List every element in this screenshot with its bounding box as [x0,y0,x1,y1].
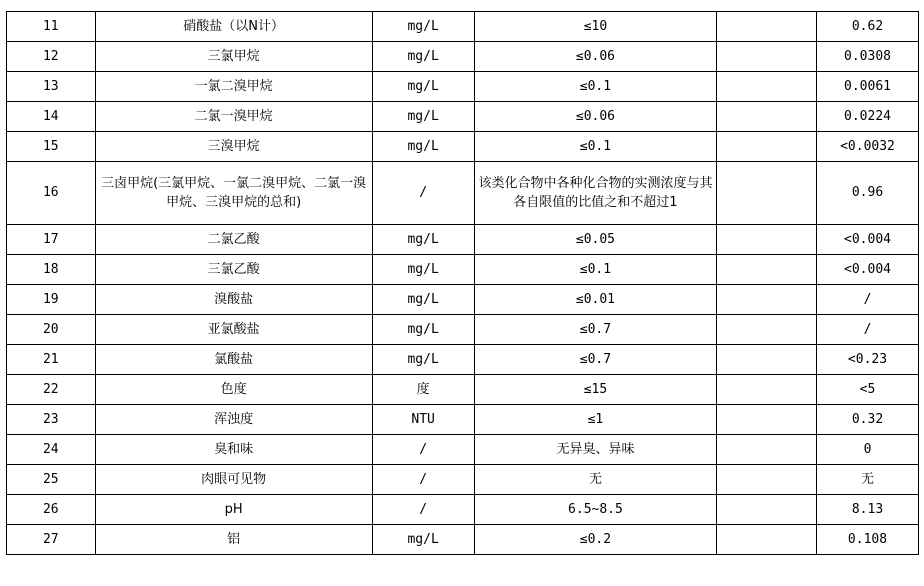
table-row [7,345,919,375]
table-row [7,405,919,435]
cell-number: 21 [7,345,96,375]
cell-unit: mg/L [372,345,474,375]
cell-unit: mg/L [372,132,474,162]
cell-limit: ≤10 [474,12,717,42]
cell-unit: / [372,495,474,525]
cell-result: 0.96 [817,162,919,225]
cell-result: 0.0224 [817,102,919,132]
cell-item: 二氯一溴甲烷 [95,102,372,132]
cell-limit: 该类化合物中各种化合物的实测浓度与其各自限值的比值之和不超过1 [474,162,717,225]
table-row [7,315,919,345]
cell-result: <0.004 [817,255,919,285]
cell-blank [717,225,817,255]
cell-limit: 无 [474,465,717,495]
table-row [7,132,919,162]
cell-number: 14 [7,102,96,132]
cell-item: 臭和味 [95,435,372,465]
cell-item: pH [95,495,372,525]
cell-item: 肉眼可见物 [95,465,372,495]
cell-result: <5 [817,375,919,405]
cell-blank [717,465,817,495]
cell-number: 22 [7,375,96,405]
cell-blank [717,102,817,132]
cell-unit: mg/L [372,525,474,555]
cell-item: 二氯乙酸 [95,225,372,255]
cell-number: 15 [7,132,96,162]
cell-item: 铝 [95,525,372,555]
cell-item: 浑浊度 [95,405,372,435]
cell-number: 11 [7,12,96,42]
cell-limit: ≤0.01 [474,285,717,315]
cell-number: 12 [7,42,96,72]
cell-item: 三氯甲烷 [95,42,372,72]
cell-unit: mg/L [372,255,474,285]
cell-item: 亚氯酸盐 [95,315,372,345]
cell-unit: mg/L [372,72,474,102]
cell-number: 23 [7,405,96,435]
table-row [7,495,919,525]
table-row [7,285,919,315]
cell-limit: ≤0.06 [474,102,717,132]
cell-unit: / [372,435,474,465]
cell-number: 20 [7,315,96,345]
cell-unit: mg/L [372,12,474,42]
table-row [7,375,919,405]
cell-blank [717,162,817,225]
cell-number: 18 [7,255,96,285]
cell-blank [717,42,817,72]
cell-limit: ≤0.1 [474,255,717,285]
cell-result: / [817,285,919,315]
cell-unit: mg/L [372,102,474,132]
cell-item: 一氯二溴甲烷 [95,72,372,102]
cell-blank [717,315,817,345]
cell-unit: mg/L [372,225,474,255]
cell-result: <0.23 [817,345,919,375]
cell-unit: mg/L [372,42,474,72]
cell-limit: ≤0.06 [474,42,717,72]
table-row [7,72,919,102]
cell-limit: ≤0.2 [474,525,717,555]
cell-result: 0.108 [817,525,919,555]
cell-result: / [817,315,919,345]
table-row [7,225,919,255]
cell-blank [717,435,817,465]
cell-item: 三卤甲烷(三氯甲烷、一氯二溴甲烷、二氯一溴甲烷、三溴甲烷的总和) [95,162,372,225]
cell-limit: ≤0.7 [474,345,717,375]
table-row [7,435,919,465]
cell-blank [717,255,817,285]
cell-number: 13 [7,72,96,102]
cell-limit: ≤0.7 [474,315,717,345]
cell-blank [717,132,817,162]
cell-blank [717,72,817,102]
table-row [7,42,919,72]
cell-item: 溴酸盐 [95,285,372,315]
table-row [7,162,919,225]
cell-limit: ≤0.1 [474,72,717,102]
cell-number: 19 [7,285,96,315]
cell-item: 色度 [95,375,372,405]
cell-result: 无 [817,465,919,495]
table-row [7,255,919,285]
cell-blank [717,12,817,42]
cell-unit: / [372,162,474,225]
cell-result: <0.004 [817,225,919,255]
cell-limit: 6.5~8.5 [474,495,717,525]
cell-number: 26 [7,495,96,525]
cell-limit: 无异臭、异味 [474,435,717,465]
cell-limit: ≤15 [474,375,717,405]
cell-item: 氯酸盐 [95,345,372,375]
table-row [7,525,919,555]
cell-unit: / [372,465,474,495]
cell-blank [717,345,817,375]
cell-unit: mg/L [372,315,474,345]
cell-blank [717,495,817,525]
cell-number: 27 [7,525,96,555]
cell-limit: ≤0.05 [474,225,717,255]
cell-unit: NTU [372,405,474,435]
cell-result: 0.0061 [817,72,919,102]
cell-item: 三氯乙酸 [95,255,372,285]
cell-number: 24 [7,435,96,465]
cell-result: <0.0032 [817,132,919,162]
cell-blank [717,525,817,555]
cell-limit: ≤1 [474,405,717,435]
cell-result: 0.62 [817,12,919,42]
cell-blank [717,285,817,315]
cell-result: 0 [817,435,919,465]
cell-item: 硝酸盐（以N计） [95,12,372,42]
cell-result: 0.0308 [817,42,919,72]
cell-limit: ≤0.1 [474,132,717,162]
table-row [7,465,919,495]
table-body [7,12,919,555]
cell-blank [717,375,817,405]
cell-number: 16 [7,162,96,225]
cell-unit: mg/L [372,285,474,315]
cell-unit: 度 [372,375,474,405]
water-quality-table [6,11,919,555]
table-row [7,12,919,42]
cell-item: 三溴甲烷 [95,132,372,162]
table-row [7,102,919,132]
cell-result: 8.13 [817,495,919,525]
cell-number: 17 [7,225,96,255]
cell-result: 0.32 [817,405,919,435]
cell-number: 25 [7,465,96,495]
cell-blank [717,405,817,435]
